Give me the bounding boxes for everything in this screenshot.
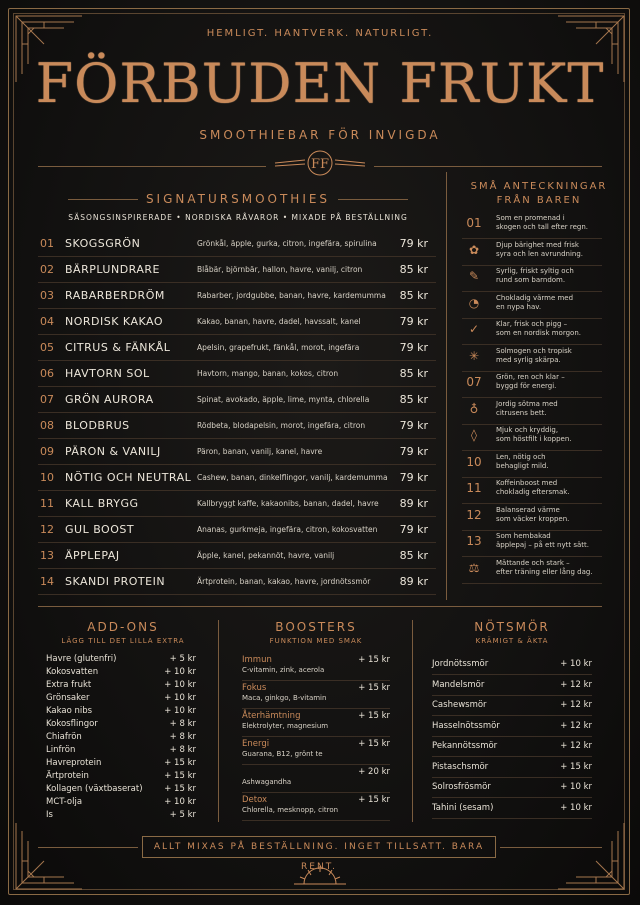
smoothie-price: 79 kr xyxy=(399,237,428,250)
note-line: Mättande och stark – xyxy=(496,558,570,567)
nutbutter-price: + 12 kr xyxy=(560,679,592,690)
smoothie-row xyxy=(38,412,436,439)
note-row xyxy=(462,371,602,398)
nutbutter-price: + 12 kr xyxy=(560,741,592,751)
smoothie-price: 85 kr xyxy=(399,289,428,302)
smoothie-price: 85 kr xyxy=(399,367,428,380)
header-divider-left xyxy=(38,166,266,167)
smoothie-price: 79 kr xyxy=(399,341,428,354)
nutbutter-price: + 10 kr xyxy=(560,802,592,813)
note-icon: 10 xyxy=(466,454,482,469)
nutbutter-row xyxy=(432,675,592,696)
header-divider-right xyxy=(374,166,602,167)
note-line: Grön, ren och klar – xyxy=(496,373,565,381)
addon-row xyxy=(46,667,196,680)
nutbutter-name: Cashewsmör xyxy=(432,700,487,710)
addon-name: Grönsaker xyxy=(46,693,90,703)
note-row xyxy=(462,477,602,504)
smoothie-name: SKANDI PROTEIN xyxy=(65,575,166,588)
note-row xyxy=(462,451,602,478)
booster-desc: Ashwagandha xyxy=(242,778,292,786)
note-line: som en nordisk morgon. xyxy=(496,329,581,337)
note-line: behagligt mild. xyxy=(496,461,549,470)
smoothie-number: 12 xyxy=(40,523,54,536)
addon-name: Havre (glutenfri) xyxy=(46,654,117,664)
note-line: efter träning eller lång dag. xyxy=(496,567,593,576)
subtitle: SMOOTHIEBAR FÖR INVIGDA xyxy=(199,128,441,142)
addon-name: Extra frukt xyxy=(46,680,92,690)
smoothie-ingredients: Rabarber, jordgubbe, banan, havre, kardemumma xyxy=(197,291,386,300)
note-line: Klar, frisk och pigg – xyxy=(496,320,568,328)
smoothie-row xyxy=(38,568,436,595)
addon-row xyxy=(46,745,196,758)
smoothie-row xyxy=(38,464,436,491)
smoothie-row xyxy=(38,230,436,257)
note-row xyxy=(462,530,602,557)
smoothie-number: 14 xyxy=(40,575,54,588)
section-subheading-addons: LÄGG TILL DET LILLA EXTRA xyxy=(61,637,185,645)
nutbutter-name: Tahini (sesam) xyxy=(432,802,494,813)
note-row xyxy=(462,239,602,266)
nutbutter-name: Mandelsmör xyxy=(432,679,485,690)
booster-desc: Maca, ginkgo, B-vitamin xyxy=(242,694,327,702)
nutbutter-row xyxy=(432,777,592,798)
addon-row xyxy=(46,732,196,745)
note-line: Balanserad värme xyxy=(496,505,560,514)
nutbutter-price: + 10 kr xyxy=(560,782,592,792)
note-line: en nypa hav. xyxy=(496,302,542,311)
addon-price: + 10 kr xyxy=(164,680,196,690)
smoothie-number: 02 xyxy=(40,263,54,276)
note-text xyxy=(496,559,593,577)
smoothie-name: SKOGSGRÖN xyxy=(65,237,141,250)
footer-banner: ALLT MIXAS PÅ BESTÄLLNING. INGET TILLSATT. BARA RENT. xyxy=(142,836,496,858)
addon-row xyxy=(46,784,196,797)
addon-row xyxy=(46,758,196,771)
addon-name: Kakao nibs xyxy=(46,706,93,716)
smoothie-row xyxy=(38,360,436,387)
nutbutter-name: Pistaschsmör xyxy=(432,761,489,772)
section-heading-nutbutter: NÖTSMÖR xyxy=(474,620,550,634)
heading-line-right xyxy=(338,199,408,200)
nutbutter-name: Jordnötssmör xyxy=(432,659,489,669)
smoothie-price: 89 kr xyxy=(399,575,428,588)
note-row xyxy=(462,557,602,584)
footer-line-right xyxy=(500,847,602,848)
smoothie-ingredients: Päron, banan, vanilj, kanel, havre xyxy=(197,447,323,456)
smoothie-number: 06 xyxy=(40,367,54,380)
note-icon: ✿ xyxy=(468,242,480,257)
note-text xyxy=(496,347,572,365)
addon-name: Havreprotein xyxy=(46,758,102,768)
note-row xyxy=(462,265,602,292)
page-title: FÖRBUDEN FRUKT xyxy=(35,52,605,115)
addon-name: Chiafrön xyxy=(46,732,82,742)
note-line: syra och len avrundning. xyxy=(496,249,584,258)
booster-row xyxy=(242,794,390,821)
section-subheading-boosters: FUNKTION MED SMAK xyxy=(269,637,363,645)
booster-name: Detox xyxy=(242,795,268,805)
note-icon: ✳ xyxy=(468,348,480,363)
note-text xyxy=(496,479,570,497)
booster-name: Fokus xyxy=(242,683,267,693)
smoothie-name: ÄPPLEPAJ xyxy=(65,549,120,562)
addon-row xyxy=(46,680,196,693)
corner-ornament-bottom-right xyxy=(556,821,626,891)
addon-name: Kokosflingor xyxy=(46,719,98,729)
note-text xyxy=(496,214,588,232)
nutbutter-name: Solrosfrösmör xyxy=(432,782,491,792)
smoothie-name: CITRUS & FÄNKÅL xyxy=(65,341,171,354)
note-line: Jordig sötma med xyxy=(496,399,558,408)
note-text xyxy=(496,426,572,444)
note-icon: 13 xyxy=(466,534,482,548)
smoothie-price: 79 kr xyxy=(399,523,428,536)
smoothie-ingredients: Grönkål, äpple, gurka, citron, ingefära, spirulina xyxy=(197,239,377,248)
note-line: äpplepaj – på ett nytt sätt. xyxy=(496,541,589,549)
booster-row xyxy=(242,710,390,737)
note-row xyxy=(462,318,602,345)
smoothie-price: 79 kr xyxy=(399,419,428,432)
note-icon: ✎ xyxy=(468,269,480,283)
section-heading-signature: SIGNATURSMOOTHIES xyxy=(145,192,331,206)
smoothie-number: 01 xyxy=(40,237,54,250)
booster-price: + 15 kr xyxy=(358,739,390,749)
smoothie-number: 04 xyxy=(40,315,54,328)
booster-row xyxy=(242,654,390,681)
nutbutter-price: + 15 kr xyxy=(560,761,592,772)
booster-desc: Chlorella, mesknopp, citron xyxy=(242,806,339,814)
note-icon: ⚖ xyxy=(468,560,480,575)
nutbutter-name: Pekannötssmör xyxy=(432,741,498,751)
note-row xyxy=(462,504,602,531)
nutbutter-price: + 10 kr xyxy=(560,659,592,669)
smoothie-row xyxy=(38,542,436,569)
note-text xyxy=(496,241,583,259)
addon-name: Is xyxy=(46,810,53,820)
smoothie-ingredients: Blåbär, björnbär, hallon, havre, vanilj, citron xyxy=(197,265,363,274)
smoothie-price: 89 kr xyxy=(399,497,428,510)
note-line: Mjuk och kryddig, xyxy=(496,426,559,434)
note-row xyxy=(462,212,602,239)
smoothie-price: 85 kr xyxy=(399,393,428,406)
addon-price: + 8 kr xyxy=(169,745,196,755)
smoothie-name: BÄRPLUNDRARE xyxy=(65,263,160,276)
smoothie-number: 07 xyxy=(40,393,54,406)
nutbutter-price: + 12 kr xyxy=(560,700,592,710)
addon-price: + 5 kr xyxy=(169,810,196,820)
booster-name: Energi xyxy=(242,739,270,749)
booster-desc: Guarana, B12, grönt te xyxy=(242,750,323,758)
smoothie-number: 08 xyxy=(40,419,54,432)
nutbutter-row xyxy=(432,736,592,757)
note-icon: ✓ xyxy=(468,322,480,336)
note-icon: ◔ xyxy=(468,295,480,310)
note-text xyxy=(496,506,569,524)
addon-price: + 15 kr xyxy=(164,784,196,794)
tagline: HEMLIGT. HANTVERK. NATURLIGT. xyxy=(206,28,434,39)
smoothie-ingredients: Kakao, banan, havre, dadel, havssalt, kanel xyxy=(197,317,361,326)
booster-name: Återhämtning xyxy=(242,711,301,721)
note-row xyxy=(462,424,602,451)
section-heading-boosters: BOOSTERS xyxy=(275,620,357,634)
smoothie-name: KALL BRYGG xyxy=(65,497,139,510)
note-line: Som en promenad i xyxy=(496,214,565,222)
addon-row xyxy=(46,693,196,706)
addon-row xyxy=(46,810,196,823)
note-icon: 12 xyxy=(466,507,482,522)
smoothie-ingredients: Rödbeta, blodapelsin, morot, ingefära, citron xyxy=(197,421,366,430)
emblem-text: FF xyxy=(310,157,330,172)
section-subheading-signature: SÄSONGSINSPIRERADE • NORDISKA RÅVAROR • MIXADE PÅ BESTÄLLNING xyxy=(68,213,408,222)
note-icon: ◊ xyxy=(471,428,477,442)
smoothie-number: 13 xyxy=(40,549,54,562)
sunrise-icon xyxy=(290,862,350,890)
nutbutter-row xyxy=(432,695,592,716)
nutbutter-row xyxy=(432,798,592,819)
note-line: Len, nötig och xyxy=(496,452,546,461)
addon-price: + 8 kr xyxy=(169,732,196,742)
note-text xyxy=(496,532,589,550)
note-line: Koffeinboost med xyxy=(496,479,558,487)
note-line: chokladig eftersmak. xyxy=(496,488,570,496)
addon-row xyxy=(46,771,196,784)
addon-name: Kokosvatten xyxy=(46,667,99,677)
smoothie-row xyxy=(38,516,436,543)
addon-price: + 8 kr xyxy=(169,719,196,729)
smoothie-ingredients: Spinat, avokado, äpple, lime, mynta, chlorella xyxy=(197,395,370,404)
addon-price: + 10 kr xyxy=(164,693,196,703)
addon-name: Linfrön xyxy=(46,745,76,755)
note-row xyxy=(462,398,602,425)
addon-price: + 10 kr xyxy=(164,667,196,677)
smoothie-row xyxy=(38,256,436,283)
smoothie-name: GUL BOOST xyxy=(65,523,135,536)
smoothie-number: 09 xyxy=(40,445,54,458)
booster-row xyxy=(242,766,390,793)
note-icon: ♁ xyxy=(469,401,479,416)
smoothie-number: 05 xyxy=(40,341,54,354)
note-line: som väcker kroppen. xyxy=(496,514,570,523)
addon-row xyxy=(46,797,196,810)
addon-row xyxy=(46,654,196,667)
note-line: som höstfilt i koppen. xyxy=(496,435,572,443)
note-icon: 11 xyxy=(466,481,482,495)
addon-price: + 10 kr xyxy=(164,797,196,807)
booster-price: + 15 kr xyxy=(358,795,390,805)
booster-price: + 20 kr xyxy=(358,767,390,777)
smoothie-number: 03 xyxy=(40,289,54,302)
smoothie-ingredients: Ärtprotein, banan, kakao, havre, jordnötssmör xyxy=(197,577,371,586)
addon-price: + 15 kr xyxy=(164,771,196,781)
smoothie-row xyxy=(38,334,436,361)
booster-price: + 15 kr xyxy=(358,655,390,665)
nutbutter-row xyxy=(432,757,592,778)
smoothie-name: RABARBERDRÖM xyxy=(65,289,165,302)
note-row xyxy=(462,345,602,372)
booster-desc: Elektrolyter, magnesium xyxy=(242,722,329,730)
addon-row xyxy=(46,719,196,732)
addon-price: + 15 kr xyxy=(164,758,196,768)
smoothie-price: 85 kr xyxy=(399,549,428,562)
corner-ornament-bottom-left xyxy=(14,821,84,891)
smoothie-name: NORDISK KAKAO xyxy=(65,315,163,328)
smoothie-name: BLODBRUS xyxy=(65,419,130,432)
note-icon: 01 xyxy=(466,216,482,230)
note-text xyxy=(496,320,581,338)
nutbutter-row xyxy=(432,716,592,737)
smoothie-row xyxy=(38,282,436,309)
addon-price: + 10 kr xyxy=(164,706,196,716)
nutbutter-row xyxy=(432,654,592,675)
smoothie-number: 11 xyxy=(40,497,54,510)
section-subheading-nutbutter: KRÄMIGT & ÄKTA xyxy=(475,637,549,645)
smoothie-ingredients: Ananas, gurkmeja, ingefära, citron, kokosvatten xyxy=(197,525,378,534)
booster-price: + 15 kr xyxy=(358,711,390,721)
notes-heading-line1: SMÅ ANTECKNINGAR xyxy=(470,181,608,192)
smoothie-name: HAVTORN SOL xyxy=(65,367,150,380)
note-line: skogen och tall efter regn. xyxy=(496,223,589,231)
nutbutter-name: Hasselnötssmör xyxy=(432,720,500,731)
note-row xyxy=(462,292,602,319)
note-text xyxy=(496,267,574,285)
note-line: citrusens bett. xyxy=(496,408,547,417)
heading-line-left xyxy=(68,199,138,200)
smoothie-name: PÄRON & VANILJ xyxy=(65,445,161,458)
addon-name: MCT-olja xyxy=(46,797,83,807)
note-line: rund som barndom. xyxy=(496,276,566,284)
smoothie-ingredients: Cashew, banan, dinkelflingor, vanilj, kardemumma xyxy=(197,473,388,482)
note-text xyxy=(496,400,558,418)
column-divider xyxy=(446,172,447,600)
booster-name: Immun xyxy=(242,655,272,665)
note-text xyxy=(496,453,549,471)
smoothie-row xyxy=(38,308,436,335)
addon-name: Ärtprotein xyxy=(46,771,89,781)
booster-desc: C-vitamin, zink, acerola xyxy=(242,666,325,674)
bottom-divider-2 xyxy=(412,620,413,822)
nutbutter-price: + 12 kr xyxy=(560,720,592,731)
smoothie-row xyxy=(38,490,436,517)
smoothie-name: NÖTIG OCH NEUTRAL xyxy=(65,471,192,484)
note-line: Som hembakad xyxy=(496,532,551,540)
booster-row xyxy=(242,738,390,765)
section-heading-addons: ADD-ONS xyxy=(87,620,159,634)
smoothie-name: GRÖN AURORA xyxy=(65,393,154,406)
note-line: byggd för energi. xyxy=(496,382,557,390)
smoothie-ingredients: Äpple, kanel, pekannöt, havre, vanilj xyxy=(197,551,335,560)
note-line: Chokladig värme med xyxy=(496,293,574,302)
note-line: Solmogen och tropisk xyxy=(496,346,572,355)
notes-heading xyxy=(450,180,628,208)
note-line: Syrlig, friskt syltig och xyxy=(496,267,574,275)
booster-row xyxy=(242,682,390,709)
smoothie-ingredients: Apelsin, grapefrukt, fänkål, morot, ingefära xyxy=(197,343,360,352)
note-icon: 07 xyxy=(466,375,482,389)
smoothie-row xyxy=(38,386,436,413)
booster-price: + 15 kr xyxy=(358,683,390,693)
smoothie-price: 79 kr xyxy=(399,315,428,328)
bottom-divider-1 xyxy=(218,620,219,822)
smoothie-ingredients: Kallbryggt kaffe, kakaonibs, banan, dadel, havre xyxy=(197,499,379,508)
notes-heading-line2: FRÅN BAREN xyxy=(496,195,582,206)
smoothie-row xyxy=(38,438,436,465)
note-text xyxy=(496,373,565,391)
smoothie-price: 85 kr xyxy=(399,263,428,276)
smoothie-ingredients: Havtorn, mango, banan, kokos, citron xyxy=(197,369,339,378)
addon-price: + 5 kr xyxy=(169,654,196,664)
ff-emblem-icon xyxy=(270,148,370,178)
smoothie-price: 79 kr xyxy=(399,471,428,484)
note-text xyxy=(496,294,573,312)
note-line: Djup bärighet med frisk xyxy=(496,240,579,249)
bottom-section-divider xyxy=(38,606,602,607)
addon-name: Kollagen (växtbaserat) xyxy=(46,784,143,794)
addon-row xyxy=(46,706,196,719)
smoothie-number: 10 xyxy=(40,471,54,484)
smoothie-price: 79 kr xyxy=(399,445,428,458)
footer-line-left xyxy=(38,847,138,848)
note-line: med syrlig skärpa. xyxy=(496,355,561,364)
